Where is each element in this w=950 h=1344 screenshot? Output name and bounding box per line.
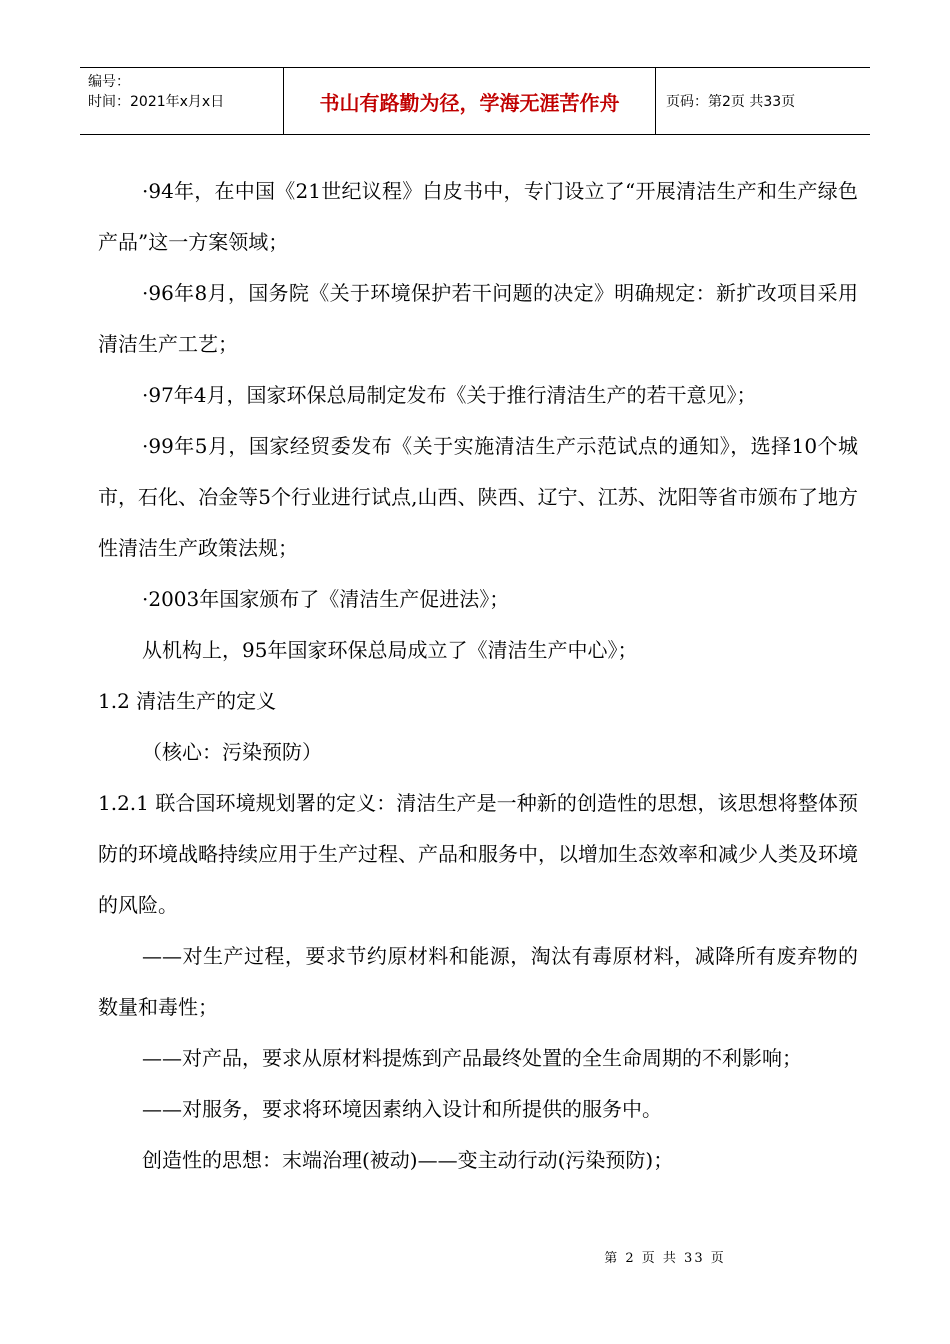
- page-footer: 第 2 页 共 33 页: [604, 1251, 726, 1266]
- document-body: [98, 166, 858, 1186]
- paragraph-1997: ·97年4月，国家环保总局制定发布《关于推行清洁生产的若干意见》；: [142, 383, 757, 407]
- paragraph-creative-thinking: 创造性的思想：末端治理(被动)——变主动行动(污染预防)；: [142, 1148, 674, 1172]
- header-meta: [80, 68, 284, 134]
- paragraph-unep-definition: 1.2.1 联合国环境规划署的定义：清洁生产是一种新的创造性的思想，该思想将整体预防的环境战略持续应用于生产过程、产品和服务中，以增加生态效率和减少人类及环境的风险。: [98, 791, 858, 917]
- header-page-number: 页码：第2页 共33页: [666, 94, 796, 110]
- paragraph-institution: 从机构上，95年国家环保总局成立了《清洁生产中心》；: [142, 638, 638, 662]
- paragraph-product: ——对产品，要求从原材料提炼到产品最终处置的全生命周期的不利影响；: [142, 1046, 802, 1070]
- paragraph-1999: ·99年5月，国家经贸委发布《关于实施清洁生产示范试点的通知》，选择10个城市，石化、冶金等5个行业进行试点,山西、陕西、辽宁、江苏、沈阳等省市颁布了地方性清洁生产政策法规；: [98, 434, 858, 560]
- paragraph-1996: ·96年8月，国务院《关于环境保护若干问题的决定》明确规定：新扩改项目采用清洁生产工艺；: [98, 281, 858, 356]
- header-motto: 书山有路勤为径，学海无涯苦作舟: [284, 68, 656, 134]
- section-core-note: （核心：污染预防）: [142, 740, 322, 764]
- document-number-label: 编号：: [88, 74, 130, 90]
- paragraph-production-process: ——对生产过程，要求节约原材料和能源，淘汰有毒原材料，减降所有废弃物的数量和毒性；: [98, 944, 858, 1019]
- paragraph-service: ——对服务，要求将环境因素纳入设计和所提供的服务中。: [142, 1097, 662, 1121]
- paragraph-1994: ·94年，在中国《21世纪议程》白皮书中，专门设立了“开展清洁生产和生产绿色产品”这一方案领域；: [98, 179, 858, 254]
- page-header: [80, 67, 870, 135]
- document-time-label: 时间：2021年x月x日: [88, 94, 225, 110]
- section-heading-1-2: 1.2 清洁生产的定义: [98, 689, 277, 713]
- paragraph-2003: ·2003年国家颁布了《清洁生产促进法》；: [142, 587, 510, 611]
